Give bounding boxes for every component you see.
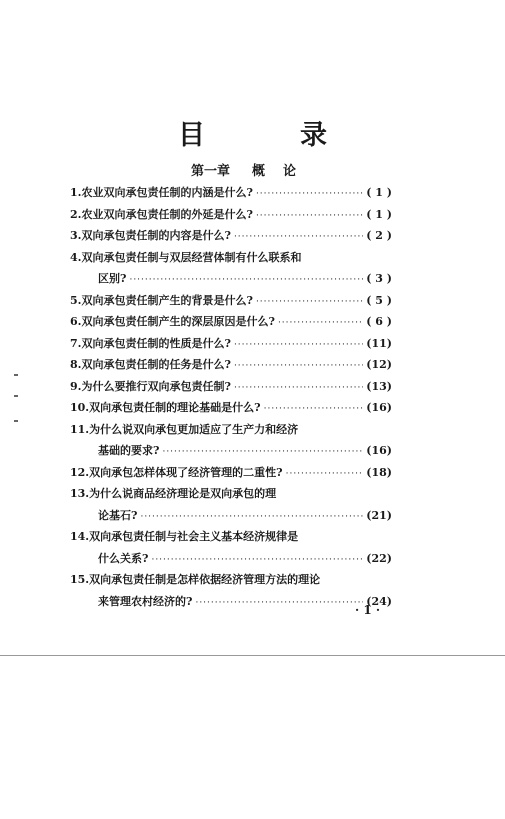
toc-page-ref: (16) <box>366 444 392 457</box>
toc-page-ref: ( 6 ) <box>366 315 392 328</box>
toc-entry-text: 10.双向承包责任制的理论基础是什么? <box>70 401 261 414</box>
page-edge-line <box>0 655 505 656</box>
toc-entry <box>70 225 392 247</box>
toc-leader-dots <box>286 464 364 486</box>
toc-entry-text: 8.双向承包责任制的任务是什么? <box>70 358 231 371</box>
table-of-contents <box>70 182 392 612</box>
toc-page-ref: ( 3 ) <box>366 272 392 285</box>
toc-entry-line <box>70 483 392 505</box>
toc-entry-line <box>70 204 392 226</box>
toc-entry <box>70 376 392 398</box>
toc-entry <box>70 483 392 526</box>
toc-entry-text: 5.双向承包责任制产生的背景是什么? <box>70 293 253 307</box>
toc-page-ref: (16) <box>366 401 392 414</box>
toc-leader-dots <box>256 292 363 314</box>
toc-leader-dots <box>162 442 363 464</box>
toc-entry-line <box>70 376 392 398</box>
toc-entry-continuation <box>70 591 392 613</box>
scan-mark <box>14 395 18 397</box>
toc-page-ref: (11) <box>366 336 392 350</box>
toc-leader-dots <box>234 356 363 378</box>
toc-leader-dots <box>234 378 363 400</box>
chapter-heading <box>0 160 505 179</box>
toc-page-ref: (13) <box>366 379 392 393</box>
toc-entry-text: 基础的要求? <box>98 444 160 457</box>
toc-entry <box>70 354 392 376</box>
toc-entry <box>70 419 392 462</box>
toc-page-ref: (18) <box>366 465 392 479</box>
toc-entry <box>70 569 392 612</box>
toc-entry-line <box>70 247 392 269</box>
toc-entry-line <box>70 526 392 548</box>
toc-entry-text: 4.双向承包责任制与双层经营体制有什么联系和 <box>70 250 302 264</box>
toc-leader-dots <box>264 399 364 421</box>
toc-entry-continuation <box>70 548 392 570</box>
page-title: 目 录 <box>178 120 361 151</box>
toc-entry <box>70 311 392 333</box>
toc-entry-line <box>70 462 392 484</box>
toc-entry-line <box>70 311 392 333</box>
toc-entry-line <box>70 569 392 591</box>
toc-entry-line <box>70 182 392 204</box>
toc-leader-dots <box>256 184 363 206</box>
toc-entry-text: 7.双向承包责任制的性质是什么? <box>70 336 231 350</box>
toc-entry-text: 1.农业双向承包责任制的内涵是什么? <box>70 186 253 199</box>
toc-entry-continuation <box>70 440 392 462</box>
scan-mark <box>14 420 18 422</box>
toc-entry-text: 9.为什么要推行双向承包责任制? <box>70 379 231 393</box>
toc-entry-text: 3.双向承包责任制的内容是什么? <box>70 229 231 242</box>
toc-entry-text: 来管理农村经济的? <box>98 594 193 608</box>
scan-mark <box>14 374 18 376</box>
toc-entry-text: 什么关系? <box>98 551 149 565</box>
toc-entry <box>70 247 392 290</box>
toc-leader-dots <box>234 335 363 357</box>
page-number: · 1 · <box>355 603 381 617</box>
toc-entry-text: 区别? <box>98 272 127 285</box>
toc-entry-line <box>70 333 392 355</box>
toc-entry-line <box>70 354 392 376</box>
toc-leader-dots <box>195 593 363 615</box>
toc-entry-line <box>70 225 392 247</box>
toc-entry <box>70 290 392 312</box>
toc-leader-dots <box>234 227 363 249</box>
toc-entry-line <box>70 397 392 419</box>
toc-entry <box>70 333 392 355</box>
toc-entry-text: 15.双向承包责任制是怎样依据经济管理方法的理论 <box>70 573 321 586</box>
chapter-number: 第一章 <box>190 164 230 179</box>
toc-entry-text: 2.农业双向承包责任制的外延是什么? <box>70 207 253 221</box>
toc-page-ref: (12) <box>366 358 392 371</box>
toc-leader-dots <box>140 507 363 529</box>
toc-page-ref: (21) <box>366 508 392 522</box>
toc-leader-dots <box>129 270 363 292</box>
toc-page-ref: ( 1 ) <box>366 186 392 199</box>
toc-entry-line <box>70 419 392 441</box>
toc-entry-continuation <box>70 268 392 290</box>
toc-page-ref: (24) <box>366 594 392 608</box>
toc-entry-text: 14.双向承包责任制与社会主义基本经济规律是 <box>70 530 299 543</box>
toc-entry-text: 论基石? <box>98 508 138 522</box>
toc-entry-text: 12.双向承包怎样体现了经济管理的二重性? <box>70 465 283 479</box>
toc-page-ref: (22) <box>366 551 392 565</box>
chapter-name: 概论 <box>252 164 315 179</box>
toc-leader-dots <box>151 550 363 572</box>
toc-leader-dots <box>256 206 363 228</box>
toc-entry-line <box>70 290 392 312</box>
toc-entry-text: 6.双向承包责任制产生的深层原因是什么? <box>70 315 275 328</box>
toc-entry <box>70 397 392 419</box>
toc-page-ref: ( 1 ) <box>366 207 392 221</box>
toc-page-ref: ( 5 ) <box>366 293 392 307</box>
toc-entry <box>70 526 392 569</box>
toc-entry <box>70 204 392 226</box>
toc-entry-text: 11.为什么说双向承包更加适应了生产力和经济 <box>70 422 299 436</box>
toc-leader-dots <box>278 313 363 335</box>
toc-entry <box>70 462 392 484</box>
toc-entry-text: 13.为什么说商品经济理论是双向承包的理 <box>70 487 277 500</box>
toc-entry <box>70 182 392 204</box>
toc-entry-continuation <box>70 505 392 527</box>
toc-page-ref: ( 2 ) <box>366 229 392 242</box>
